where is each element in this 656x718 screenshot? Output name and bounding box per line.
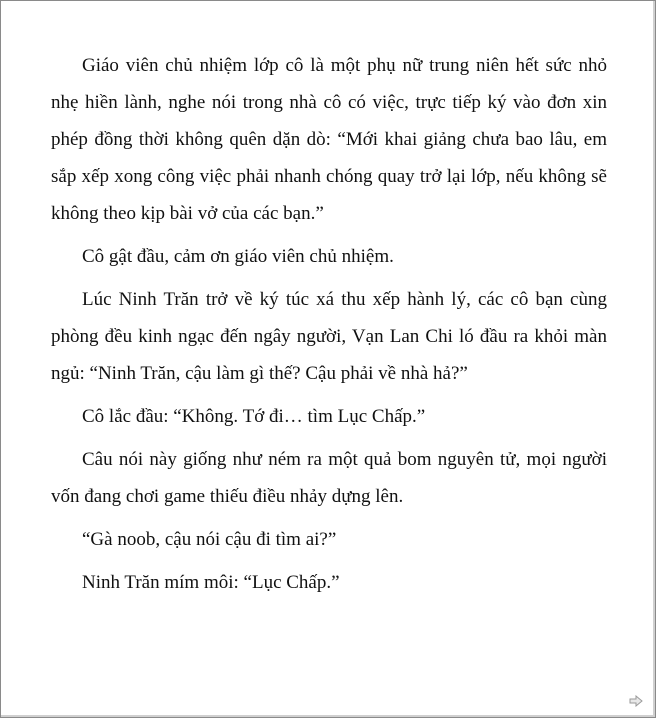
paragraph-1: Giáo viên chủ nhiệm lớp cô là một phụ nữ trung niên hết sức nhỏ nhẹ hiền lành, nghe nói trong nhà cô có việc, trực tiếp ký vào đơn xin phép đồng thời không quên dặn dò: “Mới khai giảng chưa bao lâu, em sắp xếp xong công việc phải nhanh chóng quay trở lại lớp, nếu không sẽ không theo kịp bài vở của các bạn.”: [51, 55, 607, 224]
paragraph-5: Câu nói này giống như ném ra một quả bom nguyên tử, mọi người vốn đang chơi game thiếu điều nhảy dựng lên.: [51, 449, 607, 507]
document-body: [51, 47, 607, 607]
paragraph-2: Cô gật đầu, cảm ơn giáo viên chủ nhiệm.: [82, 246, 394, 267]
page-arrow-icon: [629, 695, 643, 707]
paragraph-4: Cô lắc đầu: “Không. Tớ đi… tìm Lục Chấp.”: [82, 406, 426, 427]
paragraph-6: “Gà noob, cậu nói cậu đi tìm ai?”: [82, 529, 337, 550]
paragraph-3: Lúc Ninh Trăn trở về ký túc xá thu xếp hành lý, các cô bạn cùng phòng đều kinh ngạc đến ngây người, Vạn Lan Chi ló đầu ra khỏi màn ngủ: “Ninh Trăn, cậu làm gì thế? Cậu phải về nhà hả?”: [51, 289, 607, 384]
paragraph-7: Ninh Trăn mím môi: “Lục Chấp.”: [82, 572, 340, 593]
